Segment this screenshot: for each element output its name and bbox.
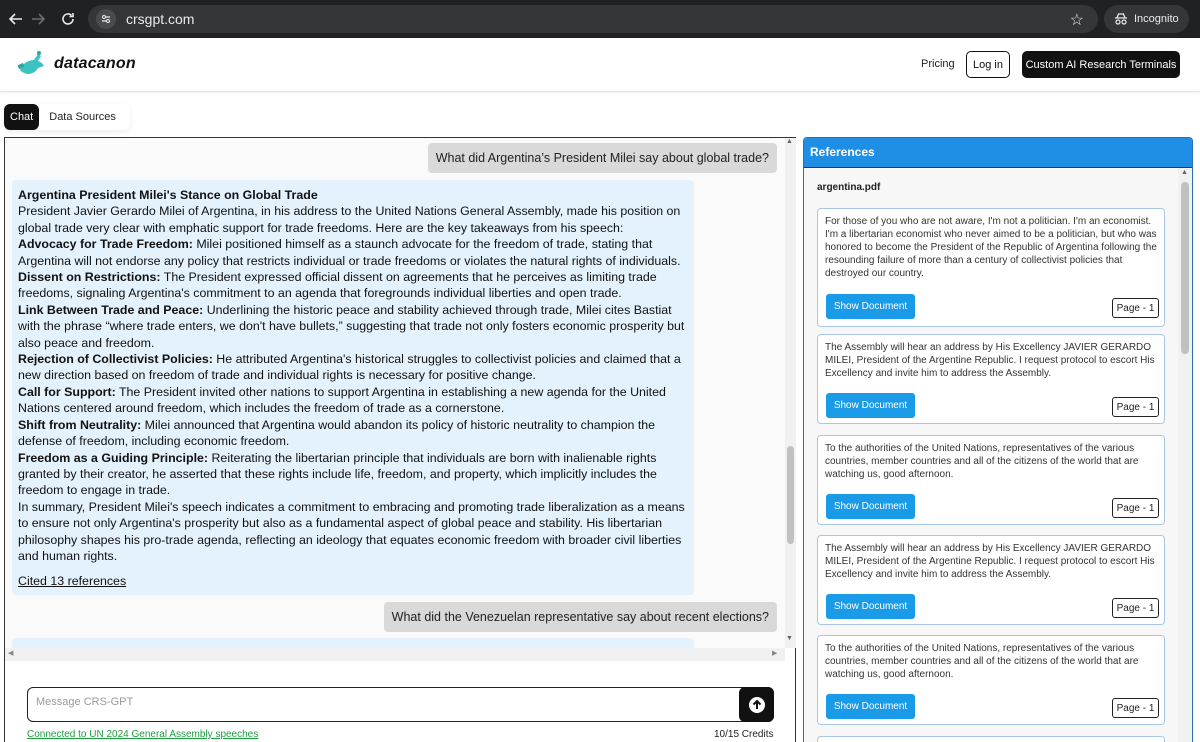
site-settings-icon[interactable] [96,9,116,29]
reference-excerpt: The Assembly will hear an address by His Excellency JAVIER GERARDO MILEI, President of the Argentine Republic. I request protocol to escort His Excellency and invite him to address the Assembly. [825,543,1155,580]
answer-point: Rejection of Collectivist Policies: He attributed Argentina's historical struggles to collectivist policies and claimed that a new direction based on freedom of trade and individual rights is necessary for positive change. [18,352,681,383]
page-tag: Page - 1 [1112,298,1159,318]
reference-card [817,334,1165,424]
reference-card [817,535,1165,625]
chat-horizontal-scrollbar[interactable] [5,648,785,661]
reference-card [817,635,1165,725]
reference-card [817,435,1165,525]
scroll-down-icon[interactable]: ▼ [786,635,793,642]
custom-terminals-button[interactable]: Custom AI Research Terminals [1022,51,1180,78]
cited-references-link[interactable]: Cited 13 references [18,574,127,589]
scrollbar-thumb[interactable] [787,446,794,544]
logo-text: datacanon [54,55,136,72]
tab-chat[interactable]: Chat [4,104,39,130]
incognito-label: Incognito [1134,13,1179,25]
page-tag: Page - 1 [1112,698,1159,718]
reference-file-name: argentina.pdf [817,182,881,193]
logo-mark-icon [16,50,48,78]
incognito-badge[interactable] [1104,5,1189,33]
reference-excerpt: The Assembly will hear an address by His Excellency JAVIER GERARDO MILEI, President of the Argentine Republic. I request protocol to escort His Excellency and invite him to address the Assembly. [825,342,1155,379]
page-tag: Page - 1 [1112,498,1159,518]
show-document-button[interactable]: Show Document [826,294,915,319]
show-document-button[interactable]: Show Document [826,494,915,519]
bookmark-star-icon[interactable]: ☆ [1069,12,1084,29]
app-header [0,38,1200,92]
answer-point: Freedom as a Guiding Principle: Reiterating the libertarian principle that individuals are born with inalienable rights granted by their creator, he asserted that these rights include life, freedom, and property, which implicitly includes the freedom to engage in trade. [18,450,657,498]
credits-counter: 10/15 Credits [714,729,774,740]
answer-point: Advocacy for Trade Freedom: Milei positioned himself as a staunch advocate for the freedom of trade, stating that Argentina will not endorse any policy that restricts individual or trade freedoms or violates the natural rights of individuals. [18,237,681,268]
login-button[interactable]: Log in [966,51,1010,78]
address-bar[interactable] [88,5,1098,33]
tab-data-sources[interactable]: Data Sources [49,111,116,123]
show-document-button[interactable]: Show Document [826,694,915,719]
incognito-icon [1114,13,1128,25]
answer-intro: President Javier Gerardo Milei of Argentina, in his address to the United Nations General Assembly, made his position on global trade very clear with emphatic support for trade freedoms. Here are the key takeaways from his speech: [18,204,681,235]
scroll-up-icon[interactable]: ▲ [786,138,793,145]
answer-summary: In summary, President Milei's speech indicates a commitment to embracing and promoting trade liberalization as a means to ensure not only Argentina's prosperity but also as a fundamental aspect of global peace and stability. His libertarian philosophy shapes his pro-trade agenda, reflecting an ideology that equates economic freedom with broader civil liberties and human rights. [18,499,685,563]
user-message: What did the Venezuelan representative say about recent elections? [384,602,777,632]
arrow-up-circle-icon [748,696,766,714]
chat-panel [4,137,796,742]
references-panel [803,137,1193,742]
references-scrollbar[interactable] [1178,168,1192,742]
page-tag: Page - 1 [1112,598,1159,618]
scroll-up-icon[interactable]: ▲ [1181,169,1188,176]
chat-vertical-scrollbar[interactable] [785,138,796,648]
pricing-link[interactable]: Pricing [921,58,955,70]
answer-title: Argentina President Milei's Stance on Global Trade [18,188,318,202]
show-document-button[interactable]: Show Document [826,594,915,619]
reference-excerpt: To the authorities of the United Nations, representatives of the various countries, member countries and all of the citizens of the world that are watching us, good afternoon. [825,643,1139,680]
forward-icon[interactable] [22,3,54,35]
answer-point: Call for Support: The President invited other nations to support Argentina in establishing a new agenda for the United Nations centered around freedom, which includes the freedom of trade as a cornerstone. [18,384,666,416]
page-tag: Page - 1 [1112,397,1159,417]
user-message: What did Argentina’s President Milei say about global trade? [428,143,777,173]
view-tabs [4,104,130,130]
references-list[interactable] [804,167,1192,742]
chat-messages[interactable] [5,138,785,648]
browser-toolbar [0,0,1200,38]
scroll-right-icon[interactable]: ▶ [772,650,778,657]
show-document-button[interactable]: Show Document [826,393,915,418]
message-composer [27,687,774,722]
reference-card [817,736,1165,742]
scrollbar-thumb[interactable] [1181,182,1189,354]
answer-point: Link Between Trade and Peace: Underlining the historic peace and stability achieved through trade, Milei cites Bastiat with the phrase “where trade enters, we don't have bullets,” suggesting that trade not only fosters economic prosperity but also peace and freedom. [18,302,685,350]
assistant-message [12,638,694,648]
reload-icon[interactable] [52,3,84,35]
reference-card [817,208,1165,327]
send-button[interactable] [739,687,774,722]
answer-point: Dissent on Restrictions: The President expressed official dissent on agreements that he perceives as limiting trade freedoms, signaling Argentina's commitment to an agenda that foregrounds individual liberties and open trade. [18,270,657,301]
message-input[interactable] [36,696,716,708]
reference-excerpt: For those of you who are not aware, I'm not a politician. I'm an economist. I'm a libertarian economist who never aimed to be a politician, but who was honored to become the President of the Republic of Argentina following the resounding failure of more than a century of collectivist policies that destroyed our country. [825,216,1157,279]
reference-excerpt: To the authorities of the United Nations, representatives of the various countries, member countries and all of the citizens of the world that are watching us, good afternoon. [825,443,1139,480]
logo[interactable] [16,50,136,78]
assistant-message [12,180,694,595]
connected-source-link[interactable]: Connected to UN 2024 General Assembly speeches [27,729,259,740]
url-text: crsgpt.com [126,11,195,27]
answer-point: Shift from Neutrality: Milei announced that Argentina would abandon its policy of historic neutrality to champion the defense of freedom, including economic freedom. [18,417,656,449]
references-title: References [804,138,1192,167]
scroll-left-icon[interactable]: ◀ [8,650,14,657]
